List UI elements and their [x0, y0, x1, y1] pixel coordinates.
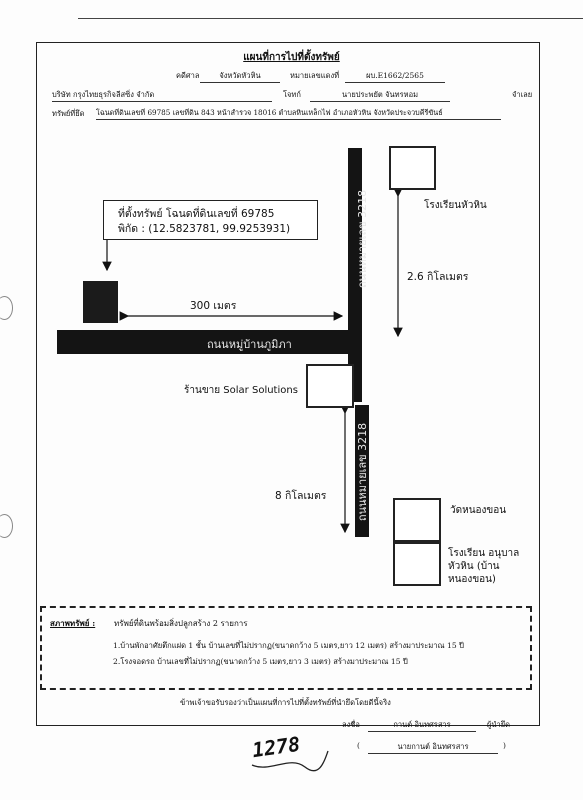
condition-item-1: 1.บ้านพักอาศัยตึกแฝด 1 ชั้น บ้านเลขที่ไม่ปรากฏ(ขนาดกว้าง 5 เมตร,ยาว 12 เมตร) สร้างมาประมาณ 15 ปี: [113, 641, 464, 650]
sign-name: กานต์ อินทศรสาร: [368, 719, 476, 732]
court-label: คดีศาล: [176, 71, 200, 80]
road-vertical-upper-label: ถนนหมายเลข 3218: [356, 189, 369, 289]
landmark-temple-box: [393, 498, 441, 542]
certify-text: ข้าพเจ้าขอรับรองว่าเป็นแผนที่การไปที่ตั้งทรัพย์ที่นำยึดโดยดีนี้จริง: [180, 698, 391, 707]
condition-label: สภาพทรัพย์ :: [50, 618, 96, 628]
road-horizontal-label: ถนนหมู่บ้านภูมิภา: [207, 338, 292, 351]
handwritten-number: 1278: [250, 731, 302, 763]
distance-8-label: 8 กิโลเมตร: [275, 490, 327, 502]
road-vertical-lower-label: ถนนหมายเลข 3218: [356, 422, 369, 522]
condition-item-2: 2.โรงจอดรถ บ้านเลขที่ไม่ปรากฏ(ขนาดกว้าง 5 เมตร,ยาว 3 เมตร) สร้างมาประมาณ 15 ปี: [113, 657, 408, 666]
printed-name: นายกานต์ อินทศรสาร: [368, 741, 498, 754]
paren-open: (: [357, 741, 360, 750]
plaintiff-name: บริษัท กรุงไทยธุรกิจลีสซิ่ง จำกัด: [52, 89, 272, 102]
kindergarten-line-1: โรงเรียน อนุบาล: [448, 548, 520, 559]
handwritten-scribble: [250, 745, 330, 775]
kindergarten-line-3: หนองขอน): [448, 574, 496, 585]
condition-summary: ทรัพย์ที่ดินพร้อมสิ่งปลูกสร้าง 2 รายการ: [114, 619, 248, 628]
defendant-name: นายประพยัต จันทรหอม: [310, 89, 450, 102]
kindergarten-line-2: หัวหิน (บ้าน: [448, 561, 500, 572]
court-value: จังหวัดหัวหิน: [200, 70, 280, 83]
landmark-shop-label: ร้านขาย Solar Solutions: [184, 385, 298, 396]
case-no-label: หมายเลขแดงที่: [290, 71, 340, 80]
sign-role: ผู้นำยึด: [487, 720, 510, 729]
distance-300-label: 300 เมตร: [190, 300, 237, 312]
sign-label: ลงชื่อ: [342, 720, 360, 729]
landmark-kindergarten-box: [393, 542, 441, 586]
plaintiff-role: โจทก์: [283, 90, 301, 99]
landmark-school-box: [389, 146, 436, 190]
seized-value: โฉนดที่ดินเลขที่ 69785 เลขที่ดิน 843 หน้าสำรวจ 18016 ตำบลหินเหล็กไฟ อำเภอหัวหิน จังหวัดประจวบคีรีขันธ์: [96, 108, 501, 120]
landmark-school-label: โรงเรียนหัวหิน: [424, 200, 487, 211]
case-no-value: ผบ.E1662/2565: [345, 70, 445, 83]
distance-2-6-label: 2.6 กิโลเมตร: [407, 271, 469, 283]
callout-line-coords: พิกัด : (12.5823781, 99.9253931): [118, 223, 291, 235]
seized-label: ทรัพย์ที่ยึด: [52, 109, 85, 118]
paren-close: ): [503, 741, 506, 750]
callout-line-deed: ที่ตั้งทรัพย์ โฉนดที่ดินเลขที่ 69785: [118, 208, 275, 220]
landmark-kindergarten-label: [448, 547, 519, 586]
landmark-temple-label: วัดหนองขอน: [450, 505, 507, 516]
landmark-shop-box: [306, 364, 354, 408]
page-title: แผนที่การไปที่ตั้งทรัพย์: [243, 52, 340, 63]
defendant-role: จำเลย: [512, 90, 533, 99]
